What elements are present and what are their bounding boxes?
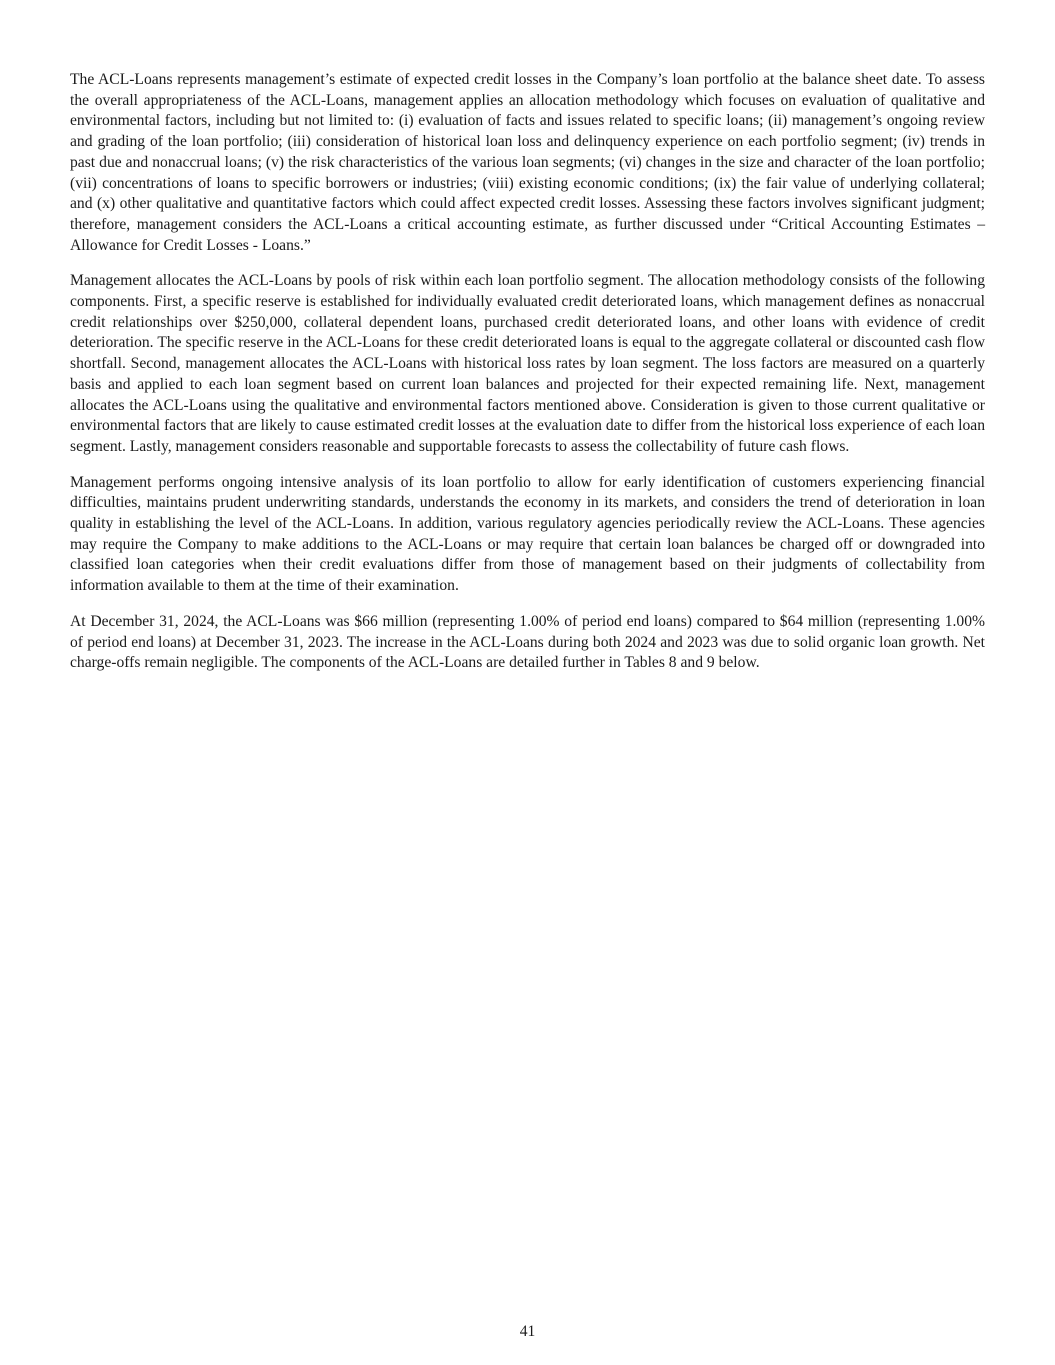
paragraph-allocation-methodology: Management allocates the ACL-Loans by pools of risk within each loan portfolio segment. The allocation methodology consists of the following components. First, a specific reserve is established for individually evaluated credit deteriorated loans, which management defines as nonaccrual credit relationships over $250,000, collateral dependent loans, purchased credit deteriorated loans, and other loans with evidence of credit deterioration. The specific reserve in the ACL-Loans for these credit deteriorated loans is equal to the aggregate collateral or discounted cash flow shortfall. Second, management allocates the ACL-Loans with historical loss rates by loan segment. The loss factors are measured on a quarterly basis and applied to each loan segment based on current loan balances and projected for their expected remaining life. Next, management allocates the ACL-Loans using the qualitative and environmental factors mentioned above. Consideration is given to those current qualitative or environmental factors that are likely to cause estimated credit losses at the evaluation date to differ from the historical loss experience of each loan segment. Lastly, management considers reasonable and supportable forecasts to assess the collectability of future cash flows. xyxy=(70,272,985,455)
paragraph-year-end-balance: At December 31, 2024, the ACL-Loans was $66 million (representing 1.00% of period end loans) compared to $64 million (representing 1.00% of period end loans) at December 31, 2023. The increase in the ACL-Loans during both 2024 and 2023 was due to solid organic loan growth. Net charge-offs remain negligible. The components of the ACL-Loans are detailed further in Tables 8 and 9 below. xyxy=(70,612,985,672)
paragraph-acl-overview: The ACL-Loans represents management’s estimate of expected credit losses in the Company’s loan portfolio at the balance sheet date. To assess the overall appropriateness of the ACL-Loans, management applies an allocation methodology which focuses on evaluation of qualitative and environmental factors, including but not limited to: (i) evaluation of facts and issues related to specific loans; (ii) management’s ongoing review and grading of the loan portfolio; (iii) consideration of historical loan loss and delinquency experience on each portfolio segment; (iv) trends in past due and nonaccrual loans; (v) the risk characteristics of the various loan segments; (vi) changes in the size and character of the loan portfolio; (vii) concentrations of loans to specific borrowers or industries; (viii) existing economic conditions; (ix) the fair value of underlying collateral; and (x) other qualitative and quantitative factors which could affect expected credit losses. Assessing these factors involves significant judgment; therefore, management considers the ACL-Loans a critical accounting estimate, as further discussed under “Critical Accounting Estimates – Allowance for Credit Losses - Loans.” xyxy=(70,71,985,254)
page-number: 41 xyxy=(519,1323,536,1340)
document-body xyxy=(70,70,985,689)
paragraph-ongoing-analysis: Management performs ongoing intensive analysis of its loan portfolio to allow for early identification of customers experiencing financial difficulties, maintains prudent underwriting standards, understands the economy in its markets, and considers the trend of deterioration in loan quality in establishing the level of the ACL-Loans. In addition, various regulatory agencies periodically review the ACL-Loans. These agencies may require the Company to make additions to the ACL-Loans or may require that certain loan balances be charged off or downgraded into classified loan categories when their credit evaluations differ from those of management based on their judgments of collectability from information available to them at the time of their examination. xyxy=(70,473,985,595)
